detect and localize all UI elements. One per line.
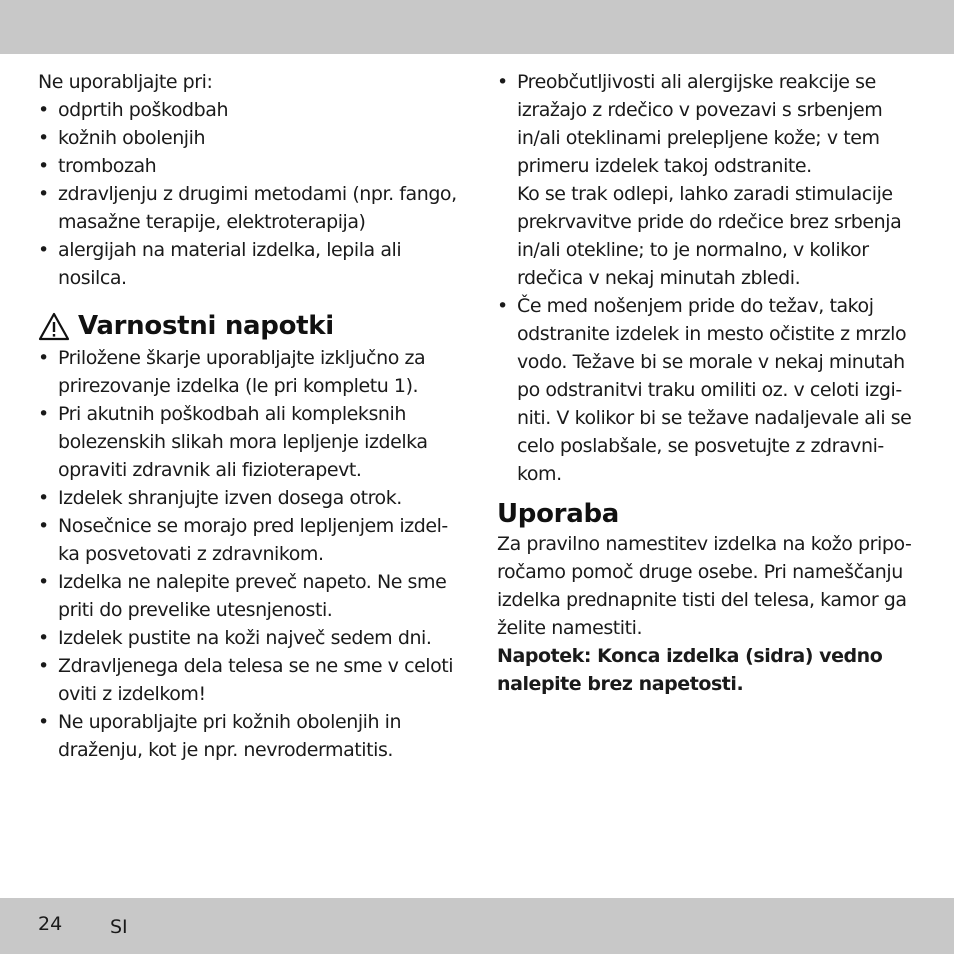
right-column <box>497 68 922 698</box>
list-item: • Ne uporabljajte pri kožnih obolenjih in draženju, kot je npr. nevrodermatitis. <box>38 708 466 764</box>
list-item: • alergijah na material izdelka, lepila ali nosilca. <box>38 236 466 292</box>
safety-heading <box>38 310 466 342</box>
list-item: • Nosečnice se morajo pred lepljenjem izdel-ka posvetovati z zdravnikom. <box>38 512 466 568</box>
usage-heading: Uporaba <box>497 499 620 529</box>
list-item: • Priložene škarje uporabljajte izključno za prirezovanje izdelka (le pri kompletu 1). <box>38 344 466 400</box>
safety-list-continued <box>497 68 922 488</box>
list-item: • odprtih poškodbah <box>38 96 466 124</box>
list-item-followup: Ko se trak odlepi, lahko zaradi stimulacije prekrvavitve pride do rdečice brez srbenja in/ali otekline; to je normalno, v kolikor rdečica v nekaj minutah zbledi. <box>517 183 902 289</box>
list-item: • Če med nošenjem pride do težav, takoj odstranite izdelek in mesto očistite z mrzlo vodo. Težave bi se morale v nekaj minutah po odstranitvi traku omiliti oz. v celoti izgi-niti. V kolikor bi se težave nadaljevale ali se celo poslabšale, se posvetujte z zdravni-kom. <box>497 292 922 488</box>
usage-note: Napotek: Konca izdelka (sidra) vedno nalepite brez napetosti. <box>497 645 883 695</box>
footer-band <box>0 898 954 954</box>
list-item: • Pri akutnih poškodbah ali kompleksnih bolezenskih slikah mora lepljenje izdelka opraviti zdravnik ali fizioterapevt. <box>38 400 466 484</box>
contraindications-intro: Ne uporabljajte pri: <box>38 71 213 93</box>
safety-list <box>38 344 466 764</box>
page-number: 24 <box>38 913 63 935</box>
list-item-text: • Preobčutljivosti ali alergijske reakcije se izražajo z rdečico v povezavi s srbenjem in/ali oteklinami prelepljene kože; v tem primeru izdelek takoj odstranite. <box>517 71 883 177</box>
header-band <box>0 0 954 54</box>
list-item: • Izdelek shranjujte izven dosega otrok. <box>38 484 466 512</box>
list-item: • Zdravljenega dela telesa se ne sme v celoti oviti z izdelkom! <box>38 652 466 708</box>
left-column <box>38 68 466 764</box>
list-item: • Izdelek pustite na koži največ sedem dni. <box>38 624 466 652</box>
list-item: • trombozah <box>38 152 466 180</box>
list-item: • zdravljenju z drugimi metodami (npr. fango, masažne terapije, elektroterapija) <box>38 180 466 236</box>
safety-heading-text: Varnostni napotki <box>78 311 334 341</box>
contraindications-list <box>38 96 466 292</box>
warning-triangle-icon <box>38 312 70 341</box>
list-item: • Izdelka ne nalepite preveč napeto. Ne sme priti do prevelike utesnjenosti. <box>38 568 466 624</box>
usage-text: Za pravilno namestitev izdelka na kožo pripo-ročamo pomoč druge osebe. Pri nameščanju izdelka prednapnite tisti del telesa, kamor ga želite namestiti. <box>497 533 912 639</box>
list-item <box>497 68 922 292</box>
language-code: SI <box>110 916 128 938</box>
list-item: • kožnih obolenjih <box>38 124 466 152</box>
